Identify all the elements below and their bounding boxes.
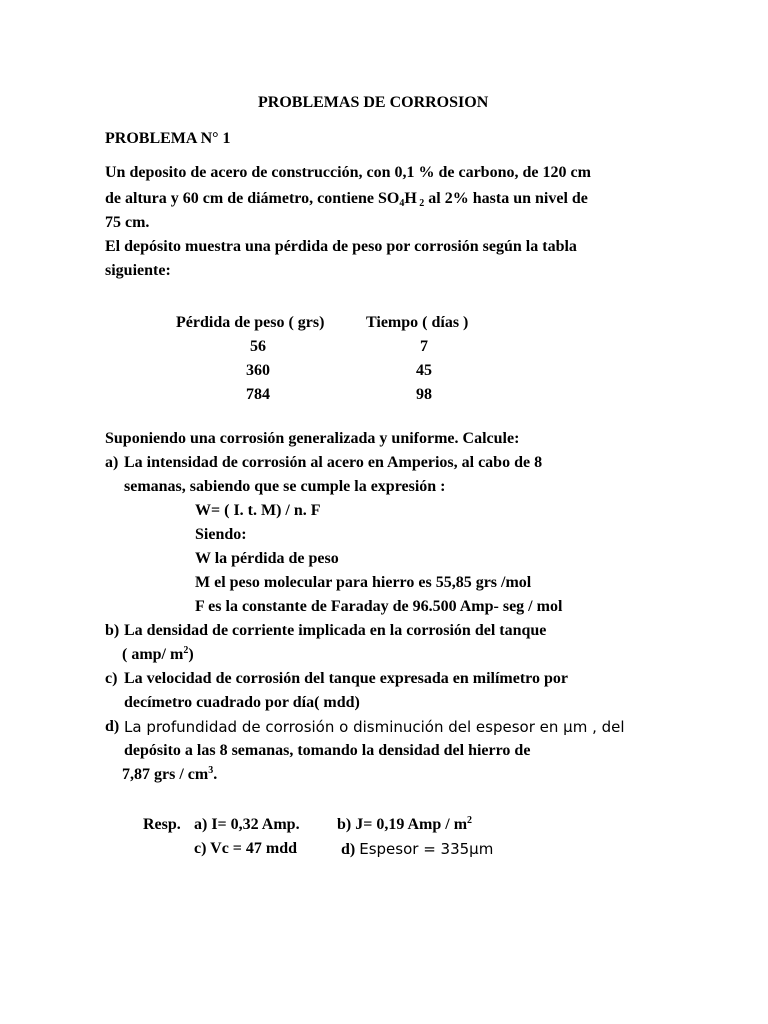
item-d-line-3-end: . xyxy=(213,766,218,783)
superscript-2: 2 xyxy=(183,645,189,656)
answer-a: a) I= 0,32 Amp. xyxy=(194,816,300,833)
table-cell-time: 7 xyxy=(420,338,428,355)
answer-c: c) Vc = 47 mdd xyxy=(194,840,298,857)
question-intro: Suponiendo una corrosión generalizada y uniforme. Calcule: xyxy=(105,430,520,447)
table-cell-weight: 56 xyxy=(250,338,266,355)
definition-m: M el peso molecular para hierro es 55,85 grs /mol xyxy=(195,574,532,591)
item-b-label: b) xyxy=(105,622,120,639)
table-cell-time: 45 xyxy=(416,362,432,379)
answer-b-text: b) J= 0,19 Amp / m xyxy=(337,816,468,833)
intro-line-2-b: H xyxy=(404,190,417,207)
table-header-weight: Pérdida de peso ( grs) xyxy=(176,314,325,331)
page-title: PROBLEMAS DE CORROSION xyxy=(258,94,489,111)
item-b-line-2 xyxy=(122,645,194,667)
item-b-line-2-end: ) xyxy=(188,646,194,663)
formula: W= ( I. t. M) / n. F xyxy=(195,502,321,519)
table-header-time: Tiempo ( días ) xyxy=(366,314,469,331)
superscript-2: 2 xyxy=(467,815,473,826)
problem-title: PROBLEMA N° 1 xyxy=(105,130,231,147)
subscript-2: 2 xyxy=(416,198,425,209)
definition-w: W la pérdida de peso xyxy=(195,550,339,567)
item-c-line-2: decímetro cuadrado por día( mdd) xyxy=(124,694,360,711)
answer-b xyxy=(337,815,472,837)
table-cell-weight: 784 xyxy=(246,386,270,403)
item-d-line-2: depósito a las 8 semanas, tomando la densidad del hierro de xyxy=(124,742,531,759)
intro-line-1: Un deposito de acero de construcción, con 0,1 % de carbono, de 120 cm xyxy=(105,164,591,181)
item-c-label: c) xyxy=(105,670,118,687)
intro-line-3: 75 cm. xyxy=(105,214,150,231)
item-d-label: d) xyxy=(105,718,120,735)
intro-line-2-a: de altura y 60 cm de diámetro, contiene SO xyxy=(105,190,400,207)
table-cell-time: 98 xyxy=(416,386,432,403)
item-d-line-3 xyxy=(122,765,217,787)
item-a-line-2: semanas, sabiendo que se cumple la expresión : xyxy=(124,478,446,495)
definition-f: F es la constante de Faraday de 96.500 Amp- seg / mol xyxy=(195,598,563,615)
item-b-line-1: La densidad de corriente implicada en la corrosión del tanque xyxy=(124,622,547,639)
item-d-line-1: La profundidad de corrosión o disminución del espesor en µm , del xyxy=(124,718,625,736)
table-cell-weight: 360 xyxy=(246,362,270,379)
item-b-line-2-text: ( amp/ m xyxy=(122,646,184,663)
table-row xyxy=(160,383,500,407)
intro-line-2-c: al 2% hasta un nivel de xyxy=(424,190,588,207)
siendo-label: Siendo: xyxy=(195,526,247,543)
intro-line-5: siguiente: xyxy=(105,262,171,279)
weight-loss-table xyxy=(160,311,500,407)
intro-line-2 xyxy=(105,189,588,211)
answer-d-label: d) xyxy=(341,841,356,858)
answer-d xyxy=(341,839,493,860)
item-a-label: a) xyxy=(105,454,119,471)
table-row xyxy=(160,359,500,383)
intro-line-4: El depósito muestra una pérdida de peso por corrosión según la tabla xyxy=(105,238,577,255)
answer-d-text: Espesor = 335µm xyxy=(359,840,494,858)
table-row xyxy=(160,335,500,359)
subscript-4: 4 xyxy=(399,198,405,209)
table-header-row xyxy=(160,311,500,335)
resp-label: Resp. xyxy=(143,816,181,833)
item-a-line-1: La intensidad de corrosión al acero en Amperios, al cabo de 8 xyxy=(124,454,543,471)
superscript-3: 3 xyxy=(208,765,214,776)
item-c-line-1: La velocidad de corrosión del tanque expresada en milímetro por xyxy=(124,670,568,687)
item-d-line-3-text: 7,87 grs / cm xyxy=(122,766,209,783)
